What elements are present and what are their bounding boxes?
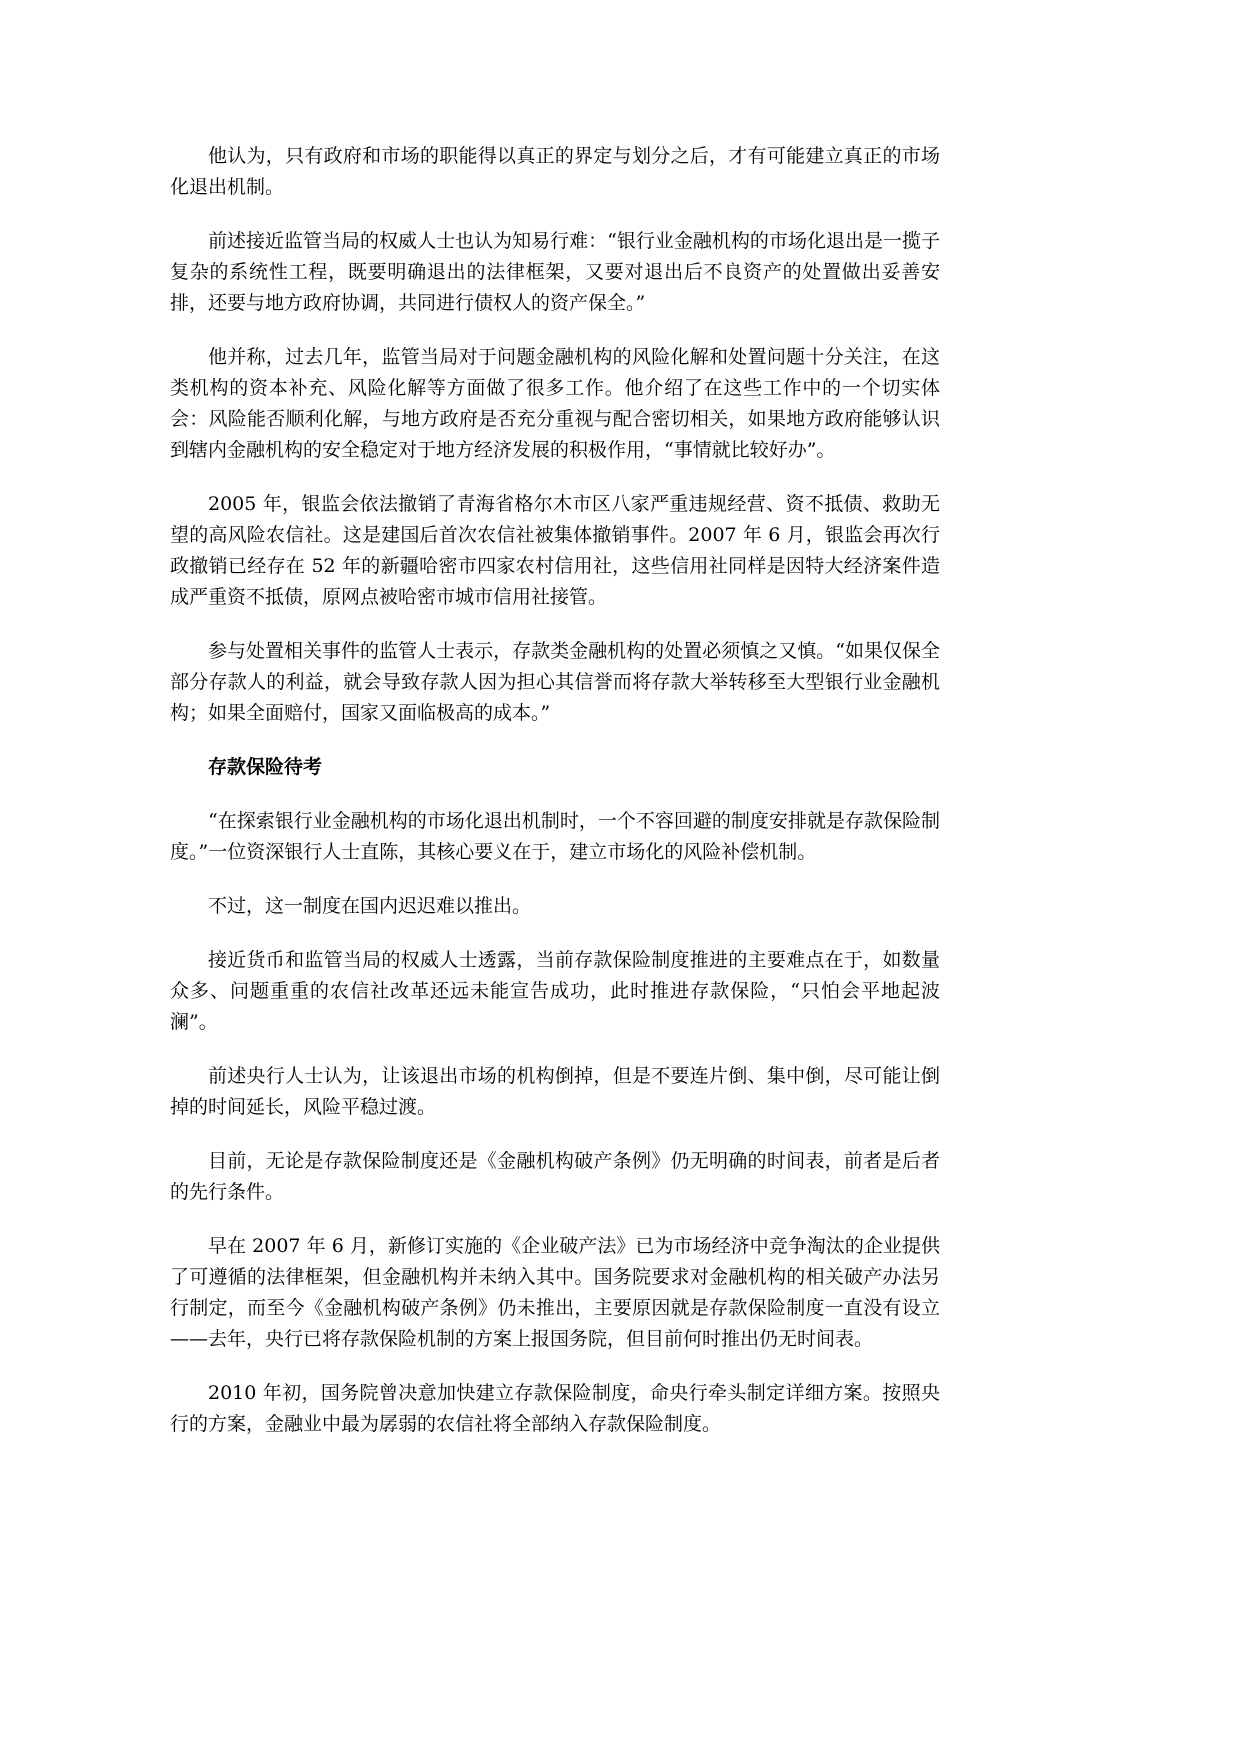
paragraph-12: 2010 年初，国务院曾决意加快建立存款保险制度，命央行牵头制定详细方案。按照央行的方案，金融业中最为孱弱的农信社将全部纳入存款保险制度。 (170, 1382, 940, 1435)
paragraph-5: 参与处置相关事件的监管人士表示，存款类金融机构的处置必须慎之又慎。“如果仅保全部分存款人的利益，就会导致存款人因为担心其信誉而将存款大举转移至大型银行业金融机构；如果全面赔付，国家又面临极高的成本。” (170, 640, 940, 724)
paragraph-4: 2005 年，银监会依法撤销了青海省格尔木市区八家严重违规经营、资不抵债、救助无望的高风险农信社。这是建国后首次农信社被集体撤销事件。2007 年 6 月，银监会再次行政撤销已经存在 52 年的新疆哈密市四家农村信用社，这些信用社同样是因特大经济案件造成严重资不抵债，原网点被哈密市城市信用社接管。 (170, 493, 940, 608)
paragraph-3: 他并称，过去几年，监管当局对于问题金融机构的风险化解和处置问题十分关注，在这类机构的资本补充、风险化解等方面做了很多工作。他介绍了在这些工作中的一个切实体会：风险能否顺利化解，与地方政府是否充分重视与配合密切相关，如果地方政府能够认识到辖内金融机构的安全稳定对于地方经济发展的积极作用，“事情就比较好办”。 (170, 346, 940, 461)
paragraph-10: 目前，无论是存款保险制度还是《金融机构破产条例》仍无明确的时间表，前者是后者的先行条件。 (170, 1150, 940, 1203)
paragraph-8: 接近货币和监管当局的权威人士透露，当前存款保险制度推进的主要难点在于，如数量众多、问题重重的农信社改革还远未能宣告成功，此时推进存款保险，“只怕会平地起波澜”。 (170, 949, 940, 1033)
paragraph-1: 他认为，只有政府和市场的职能得以真正的界定与划分之后，才有可能建立真正的市场化退出机制。 (170, 145, 940, 198)
section-heading: 存款保险待考 (208, 756, 323, 778)
paragraph-6: “在探索银行业金融机构的市场化退出机制时，一个不容回避的制度安排就是存款保险制度。”一位资深银行人士直陈，其核心要义在于，建立市场化的风险补偿机制。 (170, 810, 940, 863)
paragraph-9: 前述央行人士认为，让该退出市场的机构倒掉，但是不要连片倒、集中倒，尽可能让倒掉的时间延长，风险平稳过渡。 (170, 1065, 940, 1118)
paragraph-7: 不过，这一制度在国内迟迟难以推出。 (208, 895, 532, 917)
document-body (170, 141, 940, 1463)
paragraph-11: 早在 2007 年 6 月，新修订实施的《企业破产法》已为市场经济中竞争淘汰的企业提供了可遵循的法律框架，但金融机构并未纳入其中。国务院要求对金融机构的相关破产办法另行制定，而至今《金融机构破产条例》仍未推出，主要原因就是存款保险制度一直没有设立——去年，央行已将存款保险机制的方案上报国务院，但目前何时推出仍无时间表。 (170, 1235, 940, 1350)
paragraph-2: 前述接近监管当局的权威人士也认为知易行难：“银行业金融机构的市场化退出是一揽子复杂的系统性工程，既要明确退出的法律框架，又要对退出后不良资产的处置做出妥善安排，还要与地方政府协调，共同进行债权人的资产保全。” (170, 230, 940, 314)
